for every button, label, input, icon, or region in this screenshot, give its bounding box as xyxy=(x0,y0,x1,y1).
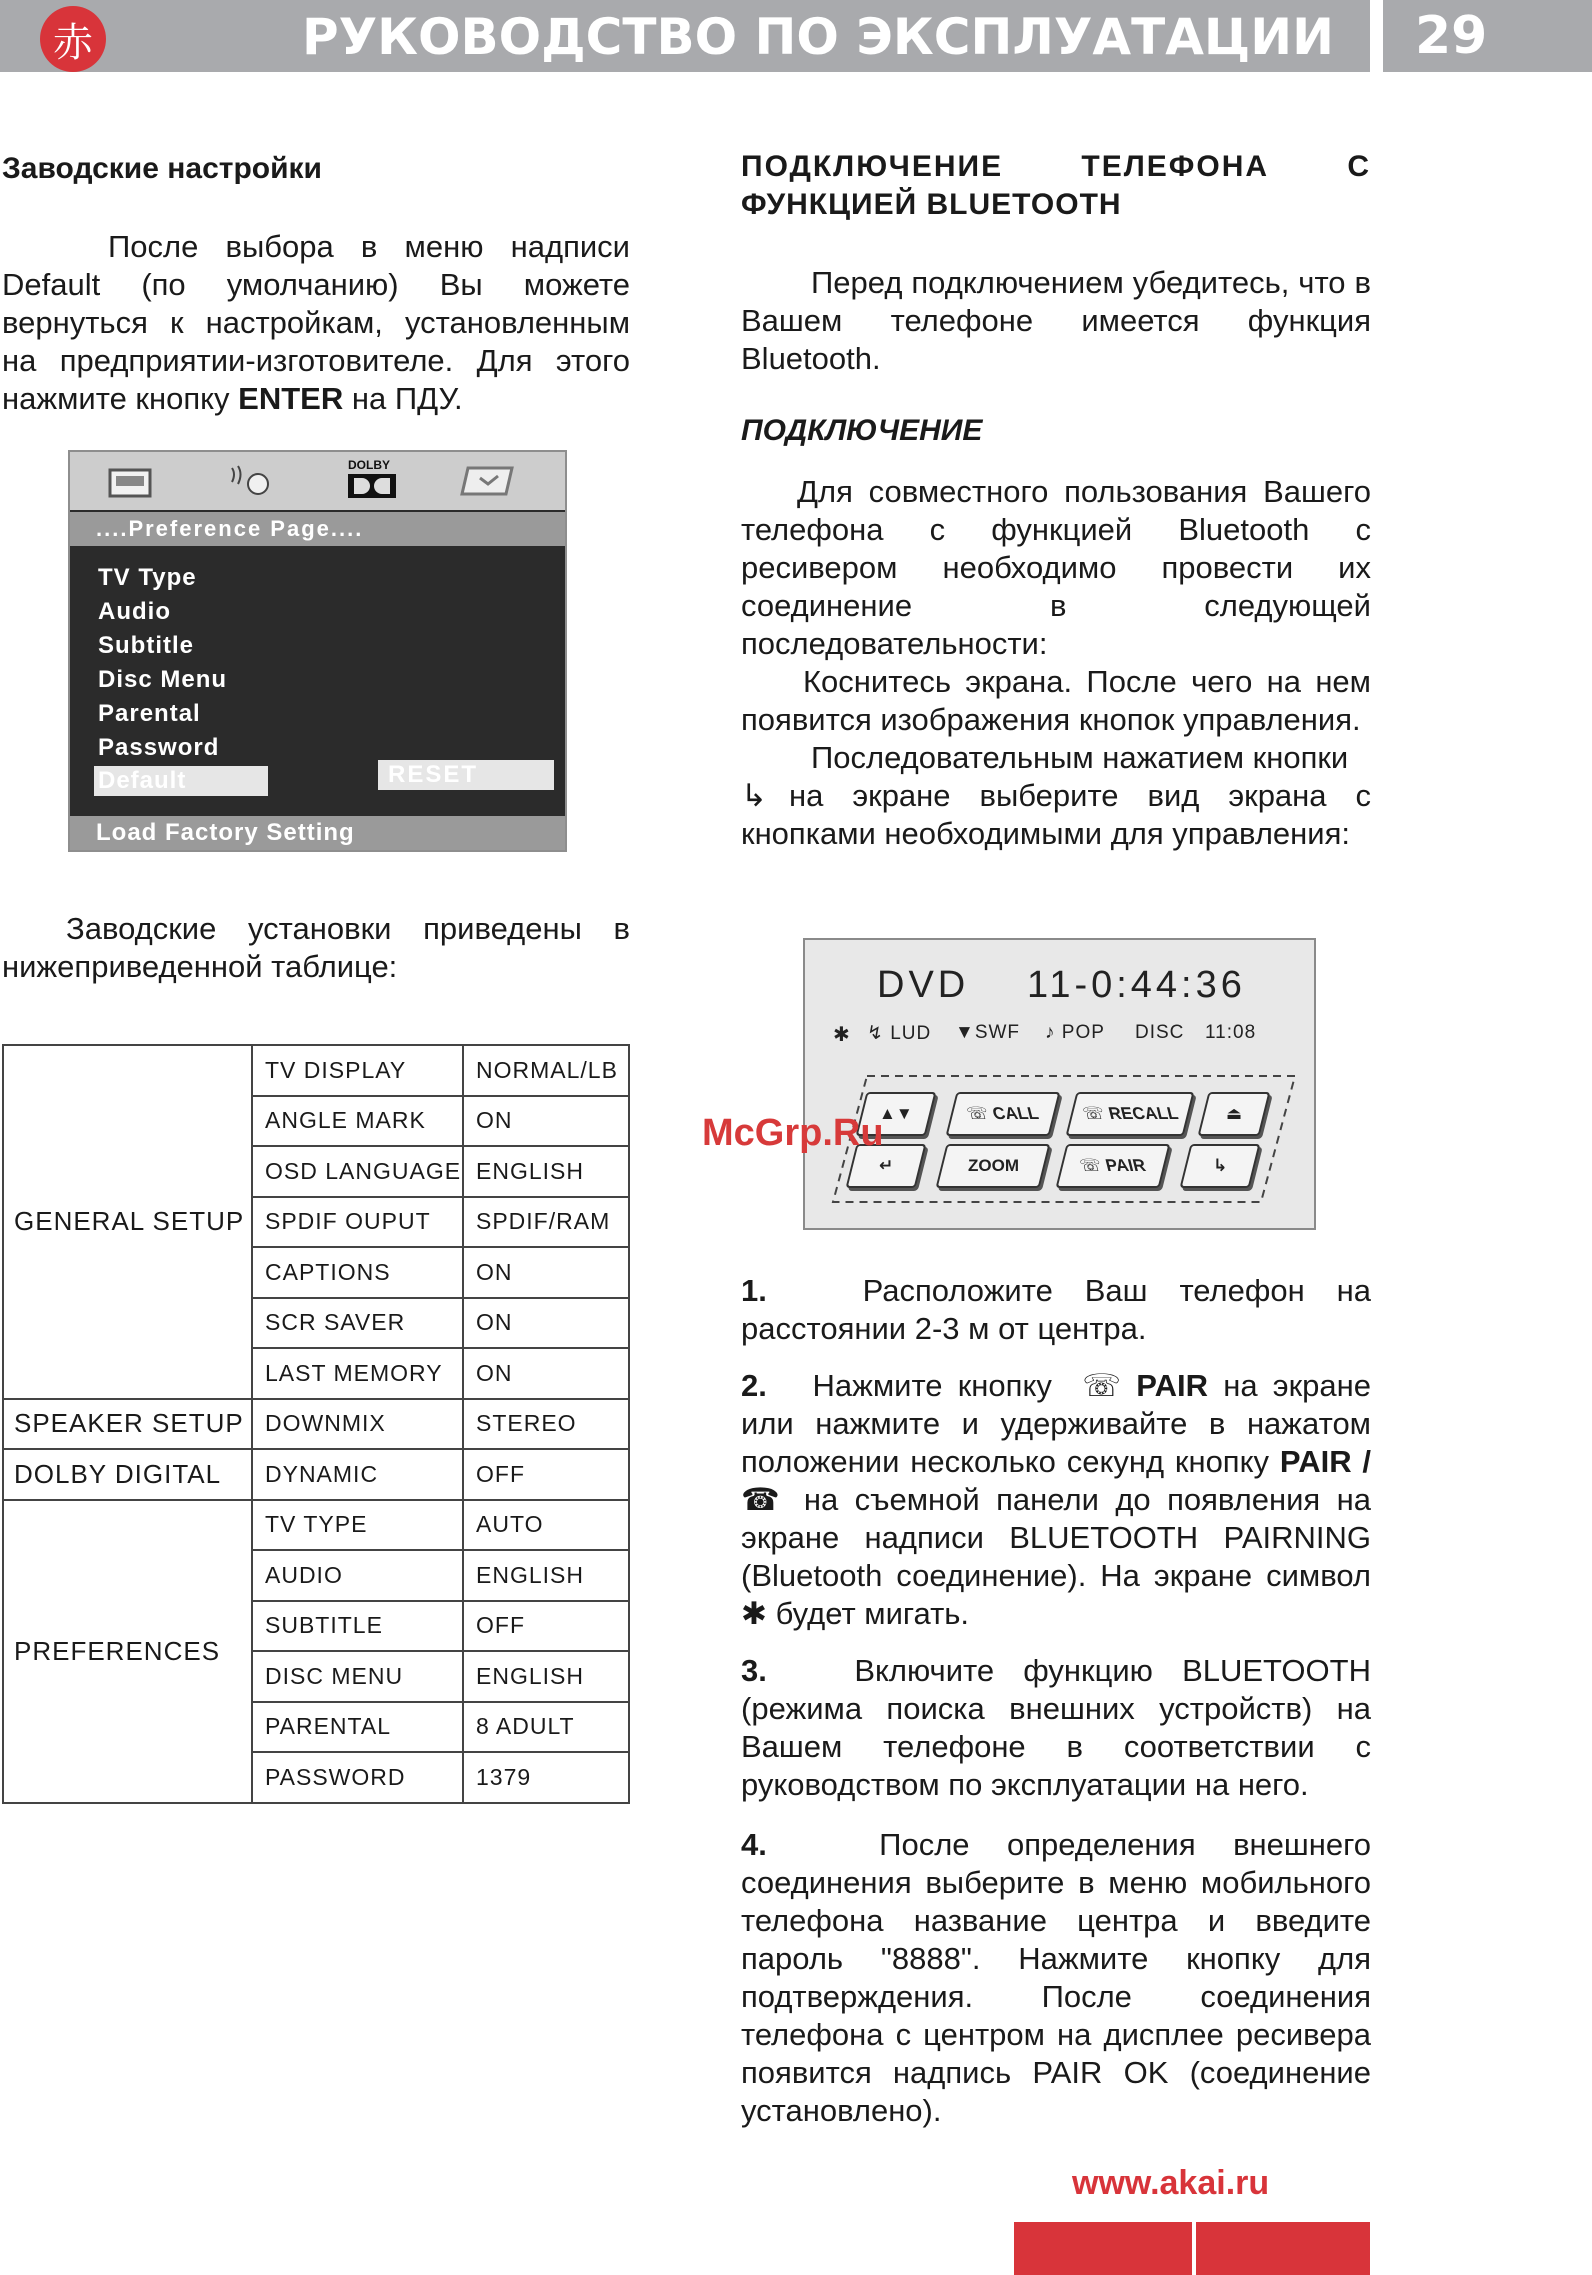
table-value-cell: AUTO xyxy=(463,1500,629,1551)
table-key-cell: SCR SAVER xyxy=(252,1298,463,1349)
step-2-pair2: PAIR / xyxy=(1279,1444,1371,1479)
status-swf xyxy=(955,1022,1020,1044)
table-key-cell: ANGLE MARK xyxy=(252,1096,463,1147)
step-2-text-a: Нажмите кнопку xyxy=(812,1368,1052,1403)
phone-icon: ☏ xyxy=(1077,1156,1104,1175)
up-down-icon: ▲▼ xyxy=(879,1104,913,1123)
menu-footer-band: Load Factory Setting xyxy=(70,816,565,850)
menu-item-tv-type[interactable]: TV Type xyxy=(98,564,197,591)
note-icon: ♪ xyxy=(1045,1022,1056,1043)
heading-word: ПОДКЛЮЧЕНИЕ xyxy=(741,150,1004,183)
status-swf-label: SWF xyxy=(974,1022,1021,1043)
step-2-text-c: на съемной панели до появления на экране надписи BLUETOOTH PAIRNING (Bluetooth соединение). На экране символ xyxy=(741,1482,1371,1593)
table-key-cell: DISC MENU xyxy=(252,1651,463,1702)
step-3-number: 3. xyxy=(741,1653,767,1688)
table-key-cell: TV TYPE xyxy=(252,1500,463,1551)
menu-item-password[interactable]: Password xyxy=(98,734,220,761)
akai-logo-icon: 赤 xyxy=(40,6,106,72)
table-key-cell: DYNAMIC xyxy=(252,1449,463,1500)
lcd-source: DVD xyxy=(877,964,970,1006)
step-4-number: 4. xyxy=(741,1827,767,1862)
step-2-pair: PAIR xyxy=(1136,1368,1208,1403)
footer-red-bar-right xyxy=(1196,2222,1370,2275)
table-key-cell: SUBTITLE xyxy=(252,1601,463,1652)
intro-text: После выбора в меню надписи Default (по умолчанию) Вы можете вернуться к настройкам, установленным на предприятии-изготовителе. Для этого нажмите кнопку xyxy=(2,229,630,416)
step-2-text-b: на экране или нажмите и удерживайте в нажатом положении несколько секунд кнопку xyxy=(741,1368,1371,1479)
menu-item-parental[interactable]: Parental xyxy=(98,700,201,727)
step-1-text: Расположите Ваш телефон на расстоянии 2-3 м от центра. xyxy=(741,1273,1371,1346)
table-key-cell: PASSWORD xyxy=(252,1752,463,1803)
bt-heading-line2: ФУНКЦИЕЙ BLUETOOTH xyxy=(741,188,1122,221)
table-key-cell: TV DISPLAY xyxy=(252,1045,463,1096)
menu-icon-strip xyxy=(70,452,565,510)
return-arrow-icon: ↳ xyxy=(1212,1156,1228,1175)
table-intro xyxy=(2,910,630,986)
reset-button[interactable]: RESET xyxy=(378,760,554,790)
factory-intro xyxy=(2,228,630,418)
table-key-cell: LAST MEMORY xyxy=(252,1348,463,1399)
table-key-cell: AUDIO xyxy=(252,1550,463,1601)
table-value-cell: ENGLISH xyxy=(463,1550,629,1601)
watermark: McGrp.Ru xyxy=(702,1112,884,1154)
table-group-cell: SPEAKER SETUP xyxy=(3,1399,252,1450)
table-value-cell: ENGLISH xyxy=(463,1146,629,1197)
call-button[interactable] xyxy=(946,1092,1061,1136)
menu-item-audio[interactable]: Audio xyxy=(98,598,171,625)
table-group-cell: DOLBY DIGITAL xyxy=(3,1449,252,1500)
bt-heading-line1 xyxy=(741,150,1371,184)
footer-red-bar-left xyxy=(1014,2222,1192,2275)
table-row xyxy=(3,1500,629,1551)
dolby-icon xyxy=(346,472,400,502)
table-group-cell: PREFERENCES xyxy=(3,1500,252,1803)
table-key-cell: PARENTAL xyxy=(252,1702,463,1753)
table-value-cell: ON xyxy=(463,1348,629,1399)
table-value-cell: OFF xyxy=(463,1601,629,1652)
table-key-cell: SPDIF OUPUT xyxy=(252,1197,463,1248)
table-value-cell: SPDIF/RAM xyxy=(463,1197,629,1248)
speaker-icon xyxy=(226,464,276,500)
bt-pre-text-body: Перед подключением убедитесь, что в Вашем телефоне имеется функция Bluetooth. xyxy=(741,265,1371,376)
status-lud xyxy=(867,1022,931,1045)
page-number: 29 xyxy=(1383,0,1592,72)
pair-phone-icon: ☏ xyxy=(1082,1368,1122,1403)
table-value-cell: NORMAL/LB xyxy=(463,1045,629,1096)
table-value-cell: ON xyxy=(463,1096,629,1147)
recall-button[interactable] xyxy=(1066,1092,1195,1136)
step-4-text: После определения внешнего соединения выберите в меню мобильного телефона название центра и введите пароль "8888". Нажмите кнопку для подтверждения. После соединения телефона с центром на дисплее ресивера появится надпись PAIR OK (соединение установлено). xyxy=(741,1827,1371,2128)
bluetooth-status-icon: ✱ xyxy=(833,1024,851,1046)
table-key-cell: CAPTIONS xyxy=(252,1247,463,1298)
status-pop xyxy=(1045,1022,1105,1044)
bt-instructions xyxy=(741,473,1371,853)
table-row xyxy=(3,1399,629,1450)
factory-settings-table xyxy=(2,1044,630,1804)
next-screen-button[interactable] xyxy=(1180,1144,1261,1188)
table-value-cell: ON xyxy=(463,1247,629,1298)
table-row xyxy=(3,1045,629,1096)
heading-word: ТЕЛЕФОНА xyxy=(1081,150,1270,183)
table-value-cell: 8 ADULT xyxy=(463,1702,629,1753)
status-disc: DISC xyxy=(1135,1022,1185,1043)
preference-menu-screenshot xyxy=(68,450,567,852)
phone-icon: ☏ xyxy=(964,1104,991,1123)
para-2: Коснитесь экрана. После чего на нем появится изображения кнопок управления. xyxy=(741,664,1371,737)
table-intro-text: Заводские установки приведены в нижеприведенной таблице: xyxy=(2,911,630,984)
menu-page-band: ....Preference Page.... xyxy=(70,512,565,546)
para-3b-text: на экране выберите вид экрана с кнопками необходимыми для управления: xyxy=(741,778,1371,851)
menu-item-disc-menu[interactable]: Disc Menu xyxy=(98,666,228,693)
step-2 xyxy=(741,1367,1371,1633)
enter-key: ENTER xyxy=(238,381,344,416)
status-clock: 11:08 xyxy=(1205,1022,1257,1043)
status-pop-label: POP xyxy=(1061,1022,1105,1043)
table-value-cell: STEREO xyxy=(463,1399,629,1450)
heading-word: С xyxy=(1347,150,1371,183)
status-lud-label: LUD xyxy=(890,1023,932,1044)
return-arrow-icon: ↳ xyxy=(741,778,767,813)
hangup-icon: ☎ xyxy=(741,1482,788,1517)
step-1-number: 1. xyxy=(741,1273,767,1308)
table-group-cell: GENERAL SETUP xyxy=(3,1045,252,1399)
call-button-label: CALL xyxy=(990,1104,1041,1123)
section-heading-factory: Заводские настройки xyxy=(2,152,322,185)
phone-icon: ☏ xyxy=(1080,1104,1107,1123)
table-row xyxy=(3,1449,629,1500)
para-1: Для совместного пользования Вашего телефона с функцией Bluetooth с ресивером необходимо провести их соединение в следующей последовательности: xyxy=(741,474,1371,661)
menu-item-default[interactable]: Default xyxy=(94,766,268,796)
menu-item-subtitle[interactable]: Subtitle xyxy=(98,632,194,659)
sub-heading-connection: ПОДКЛЮЧЕНИЕ xyxy=(741,414,983,447)
lud-icon: ↯ xyxy=(867,1023,884,1044)
bt-pre-text xyxy=(741,264,1371,378)
para-3b xyxy=(741,777,1371,853)
page-title: РУКОВОДСТВО ПО ЭКСПЛУАТАЦИИ xyxy=(301,8,1334,66)
footer-url-link[interactable]: www.akai.ru xyxy=(1072,2164,1270,2202)
step-4 xyxy=(741,1826,1371,2130)
preference-icon xyxy=(458,460,518,502)
eject-icon: ⏏ xyxy=(1225,1104,1243,1123)
zoom-button-label: ZOOM xyxy=(967,1156,1019,1175)
table-value-cell: ON xyxy=(463,1298,629,1349)
bt-control-panel xyxy=(803,938,1316,1230)
step-3 xyxy=(741,1652,1371,1804)
tv-icon xyxy=(106,462,156,502)
pair-button-label: PAIR xyxy=(1103,1156,1148,1175)
recall-button-label: RECALL xyxy=(1106,1104,1180,1123)
table-key-cell: OSD LANGUAGE xyxy=(252,1146,463,1197)
table-value-cell: ENGLISH xyxy=(463,1651,629,1702)
table-value-cell: 1379 xyxy=(463,1752,629,1803)
dolby-label: DOLBY xyxy=(348,458,390,472)
table-key-cell: DOWNMIX xyxy=(252,1399,463,1450)
back-arrow-icon: ↵ xyxy=(878,1156,894,1175)
step-2-number: 2. xyxy=(741,1368,767,1403)
step-2-text-d: будет мигать. xyxy=(766,1596,970,1631)
intro-text-end: на ПДУ. xyxy=(343,381,463,416)
zoom-button[interactable] xyxy=(936,1144,1051,1188)
speaker-small-icon: ▼ xyxy=(955,1022,975,1043)
para-3a: Последовательным нажатием кнопки xyxy=(811,740,1349,775)
step-3-text: Включите функцию BLUETOOTH (режима поиска внешних устройств) на Вашем телефоне в соответствии с руководством по эксплуатации на него. xyxy=(741,1653,1371,1802)
pair-button[interactable] xyxy=(1056,1144,1171,1188)
bluetooth-icon: ✱ xyxy=(741,1596,767,1631)
step-1 xyxy=(741,1272,1371,1348)
table-value-cell: OFF xyxy=(463,1449,629,1500)
eject-button[interactable] xyxy=(1198,1092,1271,1136)
lcd-time: 11-0:44:36 xyxy=(1027,964,1246,1006)
